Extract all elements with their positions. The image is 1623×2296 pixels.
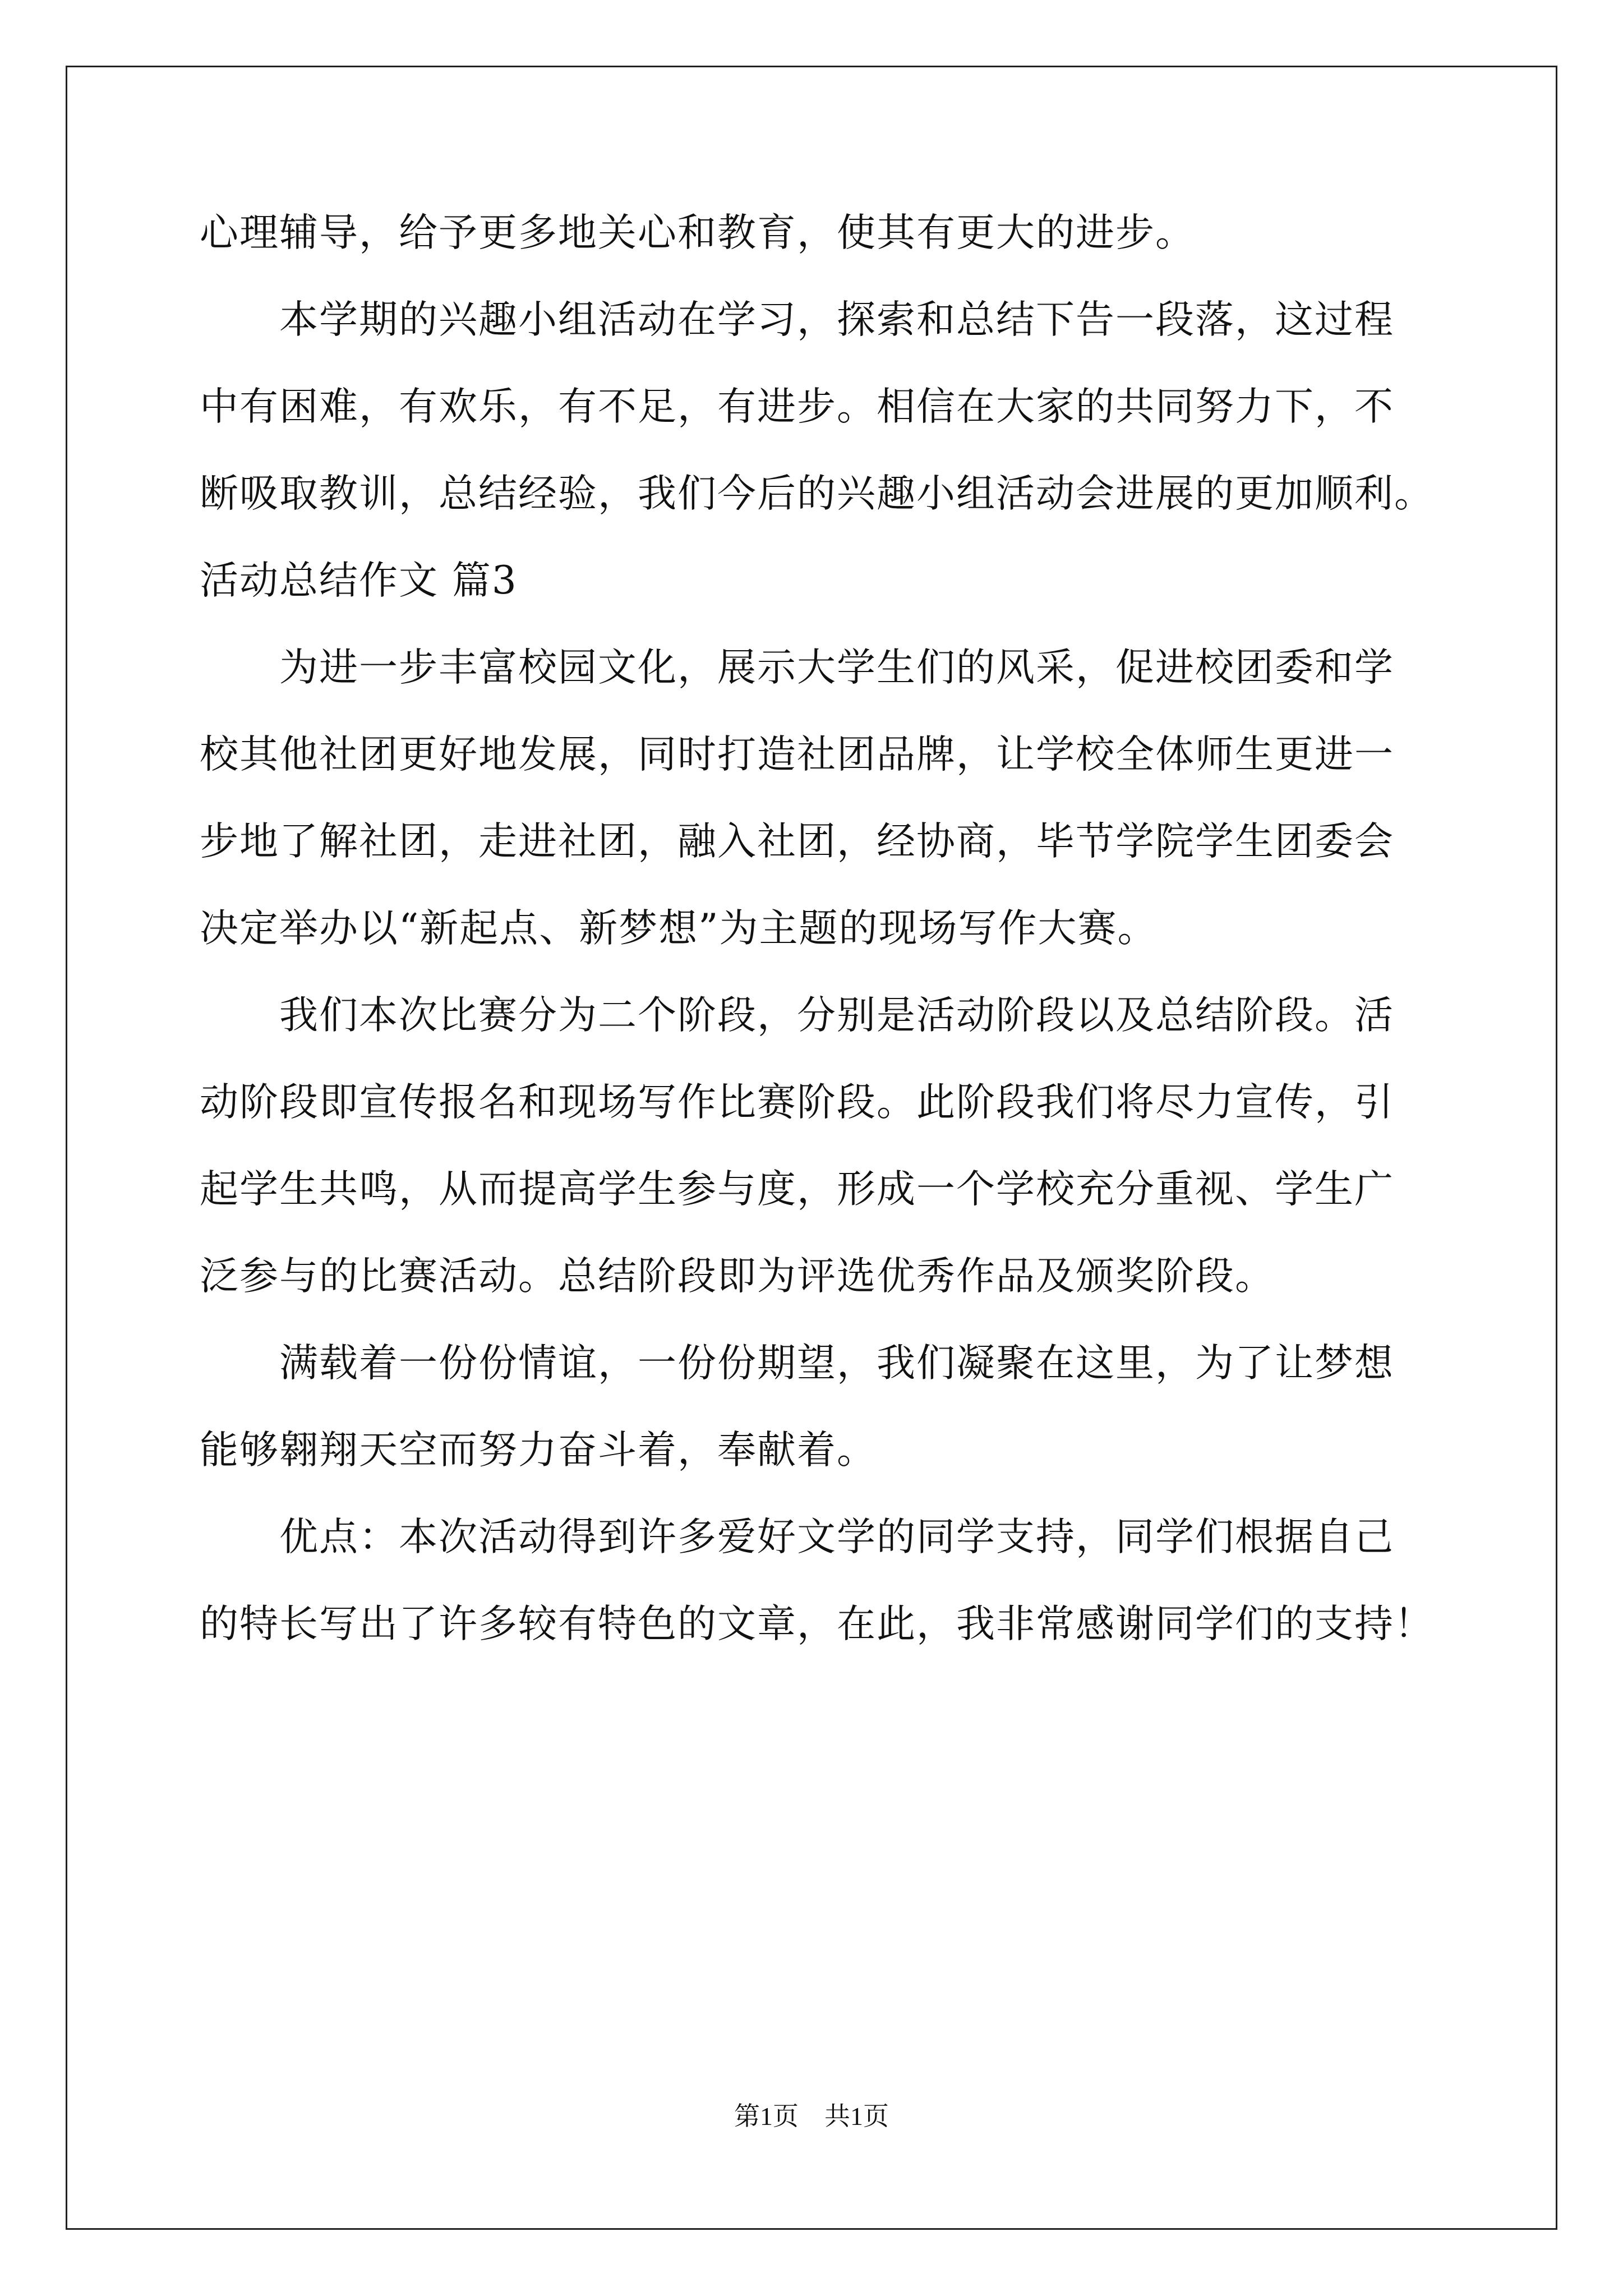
text-line: 决定举办以“新起点、新梦想”为主题的现场写作大赛。 [200,906,1158,951]
text-line: 的特长写出了许多较有特色的文章，在此，我非常感谢同学们的支持！ [200,1602,1434,1646]
text-line: 本学期的兴趣小组活动在学习，探索和总结下告一段落，这过程 [200,297,1394,342]
text-line: 起学生共鸣，从而提高学生参与度，形成一个学校充分重视、学生广 [200,1167,1394,1212]
text-line: 泛参与的比赛活动。总结阶段即为评选优秀作品及颁奖阶段。 [200,1254,1275,1299]
text-line: 校其他社团更好地发展，同时打造社团品牌，让学校全体师生更进一 [200,732,1394,777]
text-line: 动阶段即宣传报名和现场写作比赛阶段。此阶段我们将尽力宣传，引 [200,1080,1394,1125]
text-line: 我们本次比赛分为二个阶段，分别是活动阶段以及总结阶段。活 [200,993,1394,1038]
text-line: 能够翱翔天空而努力奋斗着，奉献着。 [200,1428,877,1473]
section-heading: 活动总结作文 篇3 [200,558,518,603]
text-line: 中有困难，有欢乐，有不足，有进步。相信在大家的共同努力下，不 [200,384,1394,429]
text-line: 满载着一份份情谊，一份份期望，我们凝聚在这里，为了让梦想 [200,1341,1394,1386]
text-line: 为进一步丰富校园文化，展示大学生们的风采，促进校团委和学 [200,645,1394,690]
text-line: 优点：本次活动得到许多爱好文学的同学支持，同学们根据自己 [200,1515,1394,1559]
page-number-footer: 第1页 共1页 [734,2102,889,2131]
text-line: 步地了解社团，走进社团，融入社团，经协商，毕节学院学生团委会 [200,819,1394,864]
text-line: 断吸取教训，总结经验，我们今后的兴趣小组活动会进展的更加顺利。 [200,471,1434,516]
text-line: 心理辅导，给予更多地关心和教育，使其有更大的进步。 [200,210,1195,255]
